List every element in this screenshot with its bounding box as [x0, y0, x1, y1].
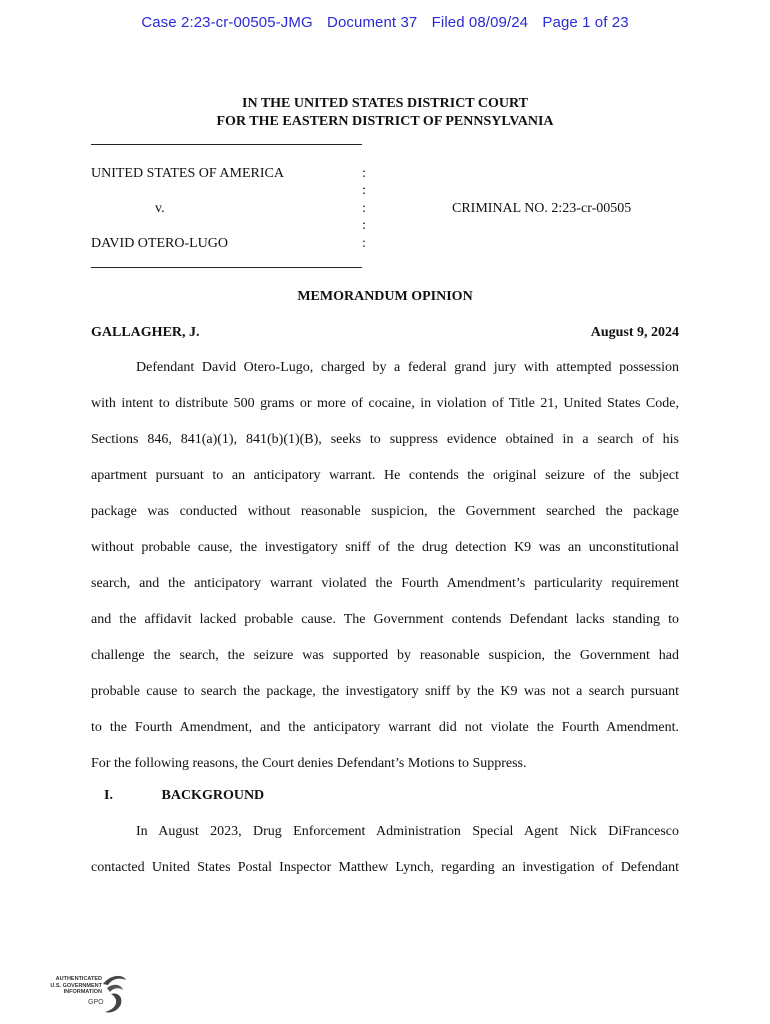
- caption-top-rule: [91, 144, 362, 145]
- gpo-logo-line: AUTHENTICATED: [55, 976, 102, 982]
- paragraph-line: search, and the anticipatory warrant violated the Fourth Amendment’s particularity requirement: [91, 576, 679, 591]
- paragraph-line: Defendant David Otero-Lugo, charged by a federal grand jury with attempted possession: [136, 360, 679, 375]
- paragraph-line: to the Fourth Amendment, and the anticipatory warrant did not violate the Fourth Amendment.: [91, 720, 679, 735]
- eagle-icon: [99, 972, 129, 1016]
- paragraph-line: For the following reasons, the Court denies Defendant’s Motions to Suppress.: [91, 756, 527, 771]
- paragraph-line: with intent to distribute 500 grams or more of cocaine, in violation of Title 21, United States Code,: [91, 396, 679, 411]
- opinion-paragraph-2: [91, 814, 679, 886]
- section-title: BACKGROUND: [161, 788, 265, 803]
- document-number: Document 37: [327, 14, 418, 31]
- caption-bottom-rule: [91, 267, 362, 268]
- paragraph-line: challenge the search, the seizure was supported by reasonable suspicion, the Government had: [91, 648, 679, 663]
- paragraph-line: Sections 846, 841(a)(1), 841(b)(1)(B), seeks to suppress evidence obtained in a search of his: [91, 432, 679, 447]
- case-number: Case 2:23-cr-00505-JMG: [141, 14, 313, 31]
- paragraph-line: and the affidavit lacked probable cause. The Government contends Defendant lacks standing to: [91, 612, 679, 627]
- page-indicator: Page 1 of 23: [542, 14, 629, 31]
- paragraph-line: package was conducted without reasonable suspicion, the Government searched the package: [91, 504, 679, 519]
- court-heading-line1: IN THE UNITED STATES DISTRICT COURT: [242, 96, 528, 111]
- ecf-header-stamp: [0, 14, 770, 31]
- gpo-mark-text: GPO: [88, 999, 104, 1006]
- filed-date: Filed 08/09/24: [431, 14, 529, 31]
- paragraph-line: probable cause to search the package, the investigatory sniff by the K9 was not a search pursuant: [91, 684, 679, 699]
- caption-plaintiff: UNITED STATES OF AMERICA: [91, 166, 284, 181]
- paragraph-line: without probable cause, the investigatory sniff of the drug detection K9 was an unconstitutional: [91, 540, 679, 555]
- caption-colon: :: [362, 183, 366, 198]
- caption-colon: :: [362, 166, 366, 181]
- caption-colon: :: [362, 236, 366, 251]
- caption-colon: :: [362, 218, 366, 233]
- section-heading: [104, 788, 264, 804]
- caption-defendant: DAVID OTERO-LUGO: [91, 236, 229, 251]
- gpo-logo-line: INFORMATION: [63, 989, 102, 995]
- paragraph-line: In August 2023, Drug Enforcement Administration Special Agent Nick DiFrancesco: [136, 824, 679, 839]
- opinion-paragraph-1: [91, 350, 679, 782]
- criminal-number: CRIMINAL NO. 2:23-cr-00505: [452, 201, 632, 216]
- opinion-date: August 9, 2024: [590, 325, 679, 340]
- document-title: MEMORANDUM OPINION: [297, 289, 473, 304]
- judge-name: GALLAGHER, J.: [91, 325, 200, 340]
- caption-versus: v.: [155, 201, 165, 216]
- caption-colon: :: [362, 201, 366, 216]
- section-number: I.: [104, 788, 113, 803]
- paragraph-line: apartment pursuant to an anticipatory warrant. He contends the original seizure of the subject: [91, 468, 679, 483]
- gpo-logo-text: [44, 976, 102, 996]
- court-heading: [0, 95, 770, 131]
- gpo-logo-line: U.S. GOVERNMENT: [50, 982, 102, 989]
- gpo-authentication-logo: [44, 972, 128, 1016]
- court-heading-line2: FOR THE EASTERN DISTRICT OF PENNSYLVANIA: [216, 114, 554, 129]
- paragraph-line: contacted United States Postal Inspector Matthew Lynch, regarding an investigation of Defendant: [91, 860, 679, 875]
